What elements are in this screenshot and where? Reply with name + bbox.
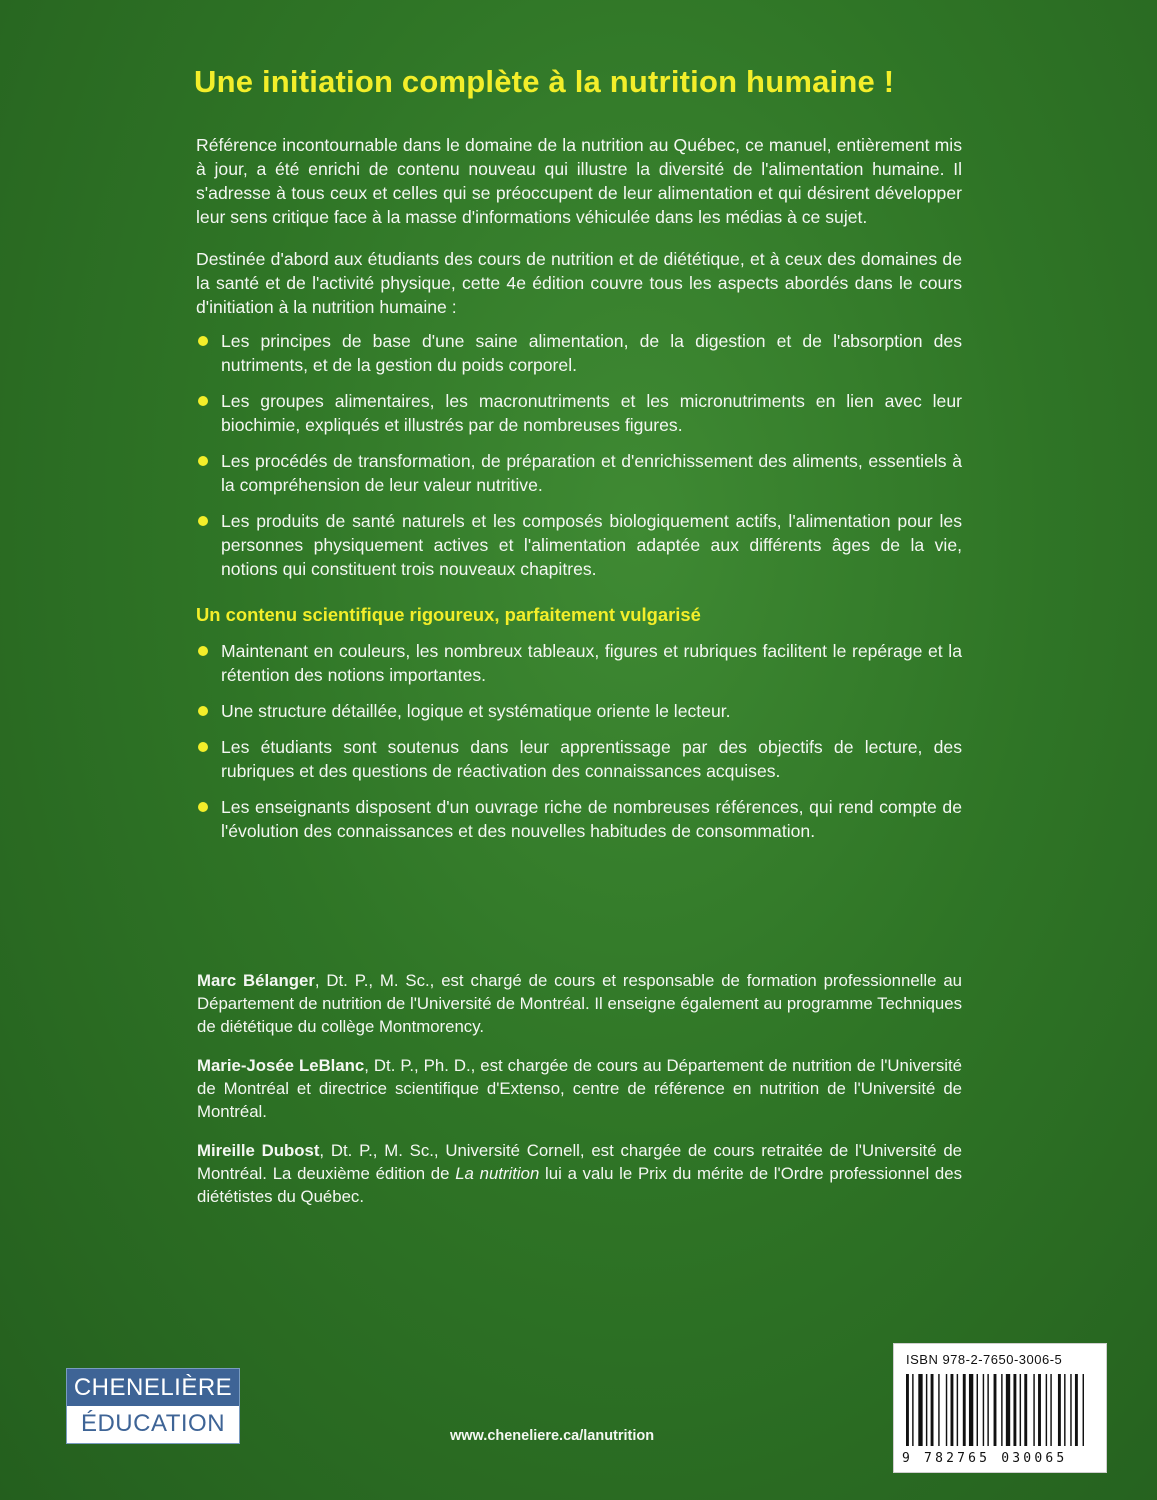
barcode-icon (904, 1374, 1096, 1450)
bullet-icon (198, 742, 208, 752)
bullet-icon (198, 396, 208, 406)
list-item: Les principes de base d'une saine alimentation, de la digestion et de l'absorption des nutriments, et de la gestion du poids corporel. (196, 329, 962, 377)
list-item: Les procédés de transformation, de préparation et d'enrichissement des aliments, essentiels à la compréhension de leur valeur nutritive. (196, 449, 962, 497)
list-item: Maintenant en couleurs, les nombreux tableaux, figures et rubriques facilitent le repérage et la rétention des notions importantes. (196, 639, 962, 687)
list-item: Les groupes alimentaires, les macronutriments et les micronutriments en lien avec leur biochimie, expliqués et illustrés par de nombreuses figures. (196, 389, 962, 437)
list-item: Une structure détaillée, logique et systématique oriente le lecteur. (196, 699, 962, 723)
ean-digits: 9 782765 030065 (902, 1451, 1068, 1466)
topics-list (196, 329, 962, 581)
bullet-icon (198, 802, 208, 812)
author-bio: Mireille Dubost, Dt. P., M. Sc., Université Cornell, est chargée de cours retraitée de l'Université de Montréal. La deuxième édition de La nutrition lui a valu le Prix du mérite de l'Ordre professionnel des diététistes du Québec. (197, 1141, 963, 1206)
bullet-icon (198, 706, 208, 716)
features-list (196, 639, 962, 843)
author-bio: Marie-Josée LeBlanc, Dt. P., Ph. D., est chargée de cours au Département de nutrition de l'Université de Montréal et directrice scientifique d'Extenso, centre de référence en nutrition de l'Université de Montréal. (197, 1056, 963, 1121)
list-item: Les étudiants sont soutenus dans leur apprentissage par des objectifs de lecture, des rubriques et des questions de réactivation des connaissances acquises. (196, 735, 962, 783)
author-name: Marc Bélanger (197, 971, 315, 990)
list-item: Les enseignants disposent d'un ouvrage riche de nombreuses références, qui rend compte de l'évolution des connaissances et des nouvelles habitudes de consommation. (196, 795, 962, 843)
intro-paragraph: Destinée d'abord aux étudiants des cours de nutrition et de diététique, et à ceux des domaines de la santé et de l'activité physique, cette 4e édition couvre tous les aspects abordés dans le cours d'initiation à la nutrition humaine : (196, 249, 962, 317)
bullet-icon (198, 336, 208, 346)
publisher-logo (66, 1368, 240, 1444)
intro-paragraph: Référence incontournable dans le domaine de la nutrition au Québec, ce manuel, entièrement mis à jour, a été enrichi de contenu nouveau qui illustre la diversité de l'alimentation humaine. Il s'adresse à tous ceux et celles qui se préoccupent de leur alimentation et qui désirent développer leur sens critique face à la masse d'informations véhiculée dans les médias à ce sujet. (196, 135, 962, 227)
author-name: Marie-Josée LeBlanc (197, 1056, 365, 1075)
author-name: Mireille Dubost (197, 1141, 320, 1160)
website-url[interactable]: www.cheneliere.ca/lanutrition (450, 1428, 655, 1444)
publisher-name: CHENELIÈRE (67, 1369, 239, 1406)
section-subheading: Un contenu scientifique rigoureux, parfaitement vulgarisé (196, 604, 701, 625)
list-item: Les produits de santé naturels et les composés biologiquement actifs, l'alimentation pour les personnes physiquement actives et l'alimentation adaptée aux différents âges de la vie, notions qui constituent trois nouveaux chapitres. (196, 509, 962, 581)
author-bio: Marc Bélanger, Dt. P., M. Sc., est chargé de cours et responsable de formation professionnelle au Département de nutrition de l'Université de Montréal. Il enseigne également au programme Techniques de diététique du collège Montmorency. (197, 971, 962, 1036)
isbn-label: ISBN 978-2-7650-3006-5 (906, 1352, 1063, 1367)
bullet-icon (198, 646, 208, 656)
bullet-icon (198, 456, 208, 466)
description-block (196, 133, 962, 855)
headline: Une initiation complète à la nutrition humaine ! (194, 64, 895, 99)
bullet-icon (198, 516, 208, 526)
publisher-imprint: ÉDUCATION (80, 1410, 226, 1437)
isbn-barcode-box (893, 1343, 1107, 1473)
author-bios (197, 969, 962, 1224)
